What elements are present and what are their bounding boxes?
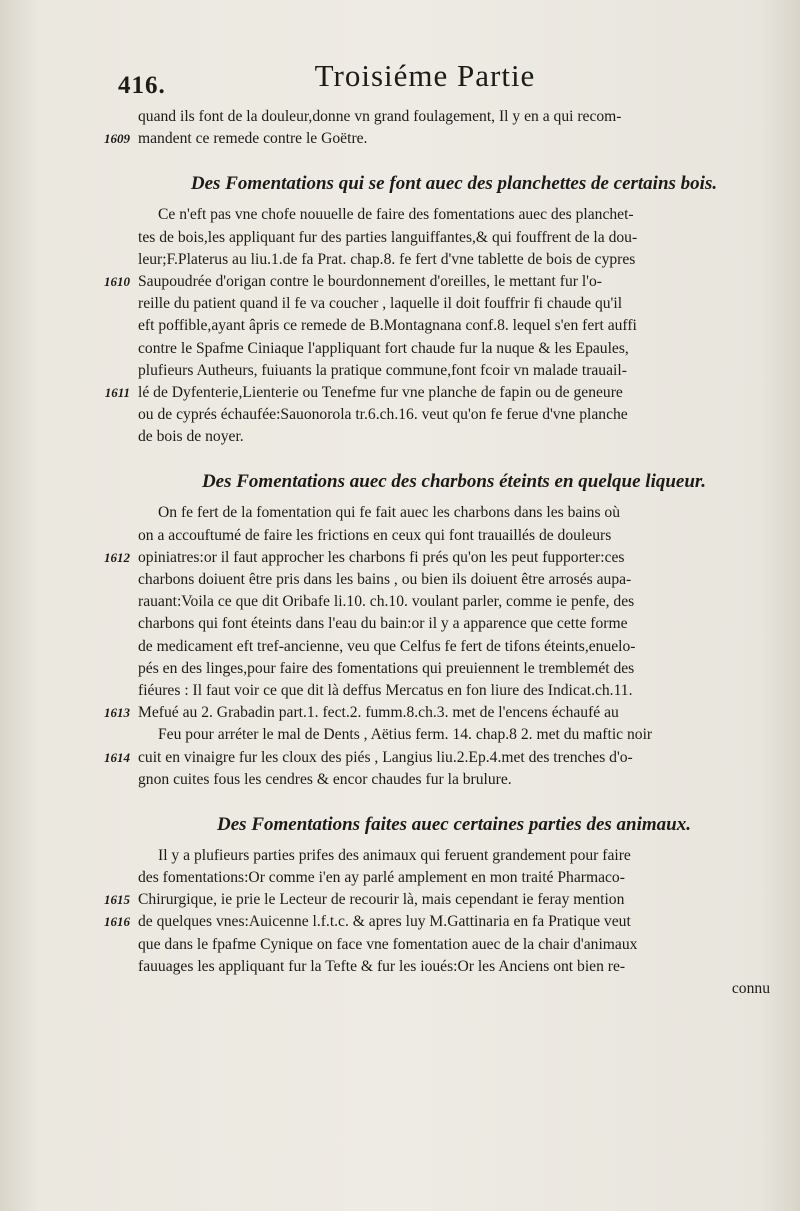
line-text: Ce n'eft pas vne chofe nouuelle de faire des fomentations auec des planchet- [158,206,634,224]
text-line [138,591,790,613]
text-line [138,845,790,867]
text-line [138,227,790,249]
text-line [138,724,790,746]
text-line [138,338,790,360]
section-heading: Des Fomentations qui se font auec des planchettes de certains bois. [190,173,718,195]
line-text: on a accouftumé de faire les frictions en ceux qui font trauaillés de douleurs [138,526,612,544]
line-text: plufieurs Autheurs, fuiuants la pratique commune,font fcoir vn malade trauail- [138,361,627,379]
line-text: mandent ce remede contre le Goëtre. [138,130,368,148]
line-text: charbons doiuent être pris dans les bains , ou bien ils doiuent être arrosés aupa- [138,571,632,588]
page-header [110,58,740,98]
page-number: 416. [118,72,166,99]
margin-year: 1612 [104,549,130,565]
line-text: charbons qui font éteints dans l'eau du bain:or il y a apparence que cette forme [138,615,628,633]
margin-year: 1616 [104,914,130,930]
text-line [138,613,790,635]
line-text: contre le Spafme Ciniaque l'appliquant fort chaude fur la nuque & les Epaules, [138,339,629,357]
margin-year: 1609 [104,131,130,147]
text-line [138,249,790,271]
line-text: eft poffible,ayant âpris ce remede de B.Montagnana conf.8. lequel s'en fert auffi [138,317,637,335]
line-text: que dans le fpafme Cynique on face vne fomentation auec de la chair d'animaux [138,935,638,953]
line-text: leur;F.Platerus au liu.1.de fa Prat. chap.8. fe fert d'vne tablette de bois de cypres [138,250,636,268]
line-text: de quelques vnes:Auicenne l.f.t.c. & apres luy M.Gattinaria en fa Pratique veut [138,913,631,931]
margin-year: 1615 [104,892,130,908]
line-text: Il y a plufieurs parties prifes des animaux qui feruent grandement pour faire [158,846,631,864]
running-title: Troisiéme Partie [314,58,536,93]
text-line [138,525,790,547]
line-text: pés en des linges,pour faire des fomentations qui preuiennent le tremblemét des [138,659,635,677]
text-line [138,293,790,315]
text-line [104,547,790,569]
text-line [138,360,790,382]
line-text: tes de bois,les appliquant fur des parties languiffantes,& qui fouffrent de la dou- [138,228,638,246]
line-text: gnon cuites fous les cendres & encor chaudes fur la brulure. [138,770,512,788]
line-text: reille du patient quand il fe va coucher , laquelle il doit fouffrir fi chaude qu'il [138,295,623,313]
text-line [138,769,790,791]
text-line [138,404,790,426]
text-line [138,956,790,978]
text-line [138,658,790,680]
text-line [104,747,790,769]
line-text: lé de Dyfenterie,Lienterie ou Tenefme fur vne planche de fapin ou de geneure [138,383,623,401]
margin-year: 1613 [104,705,130,721]
line-text: Chirurgique, ie prie le Lecteur de recourir là, mais cependant ie feray mention [138,891,625,909]
text-line [138,106,790,128]
line-text: rauant:Voila ce que dit Oribafe li.10. ch.10. voulant parler, comme ie penfe, des [138,593,635,611]
text-line [138,315,790,337]
line-text: cuit en vinaigre fur les cloux des piés , Langius liu.2.Ep.4.met des trenches d'o- [138,748,633,766]
text-line [138,569,790,591]
line-text: Feu pour arréter le mal de Dents , Aëtius ferm. 14. chap.8 2. met du maftic noir [158,726,653,744]
text-line [138,204,790,226]
line-text: quand ils font de la douleur,donne vn grand foulagement, Il y en a qui recom- [138,108,622,125]
line-text: de medicament eft tref-ancienne, veu que Celfus fe fert de tifons éteints,enuelo- [138,637,636,655]
text-line [138,636,790,658]
line-text: Saupoudrée d'origan contre le bourdonnement d'oreilles, le mettant fur l'o- [138,272,602,290]
line-text: Mefué au 2. Grabadin part.1. fect.2. fumm.8.ch.3. met de l'encens échaufé au [138,704,619,722]
text-line [138,680,790,702]
text-line [138,867,790,889]
text-line [104,271,790,293]
line-text: fauuages les appliquant fur la Tefte & fur les ioués:Or les Anciens ont bien re- [138,957,626,975]
section-heading: Des Fomentations faites auec certaines parties des animaux. [217,813,691,835]
margin-year: 1611 [104,384,130,400]
text-line [104,889,790,911]
page-body [104,106,790,1000]
line-text: des fomentations:Or comme i'en ay parlé amplement en mon traité Pharmaco- [138,869,625,887]
text-line [104,128,790,150]
line-text: fiéures : Il faut voir ce que dit là deffus Mercatus en fon liure des Indicat.ch.11. [138,681,633,699]
text-line [104,911,790,933]
text-line [104,382,790,404]
text-line [138,934,790,956]
line-text: ou de cyprés échaufée:Sauonorola tr.6.ch.16. veut qu'on fe ferue d'vne planche [138,406,628,424]
catchword: connu [731,980,770,997]
margin-year: 1610 [104,273,130,289]
text-line [138,426,790,448]
text-line [138,502,790,524]
margin-year: 1614 [104,749,130,765]
section-heading: Des Fomentations auec des charbons éteints en quelque liqueur. [201,471,707,493]
text-line [104,702,790,724]
line-text: de bois de noyer. [138,428,244,446]
line-text: opiniatres:or il faut approcher les charbons fi prés qu'on les peut fupporter:ces [138,548,625,566]
line-text: On fe fert de la fomentation qui fe fait auec les charbons dans les bains où [158,504,621,522]
